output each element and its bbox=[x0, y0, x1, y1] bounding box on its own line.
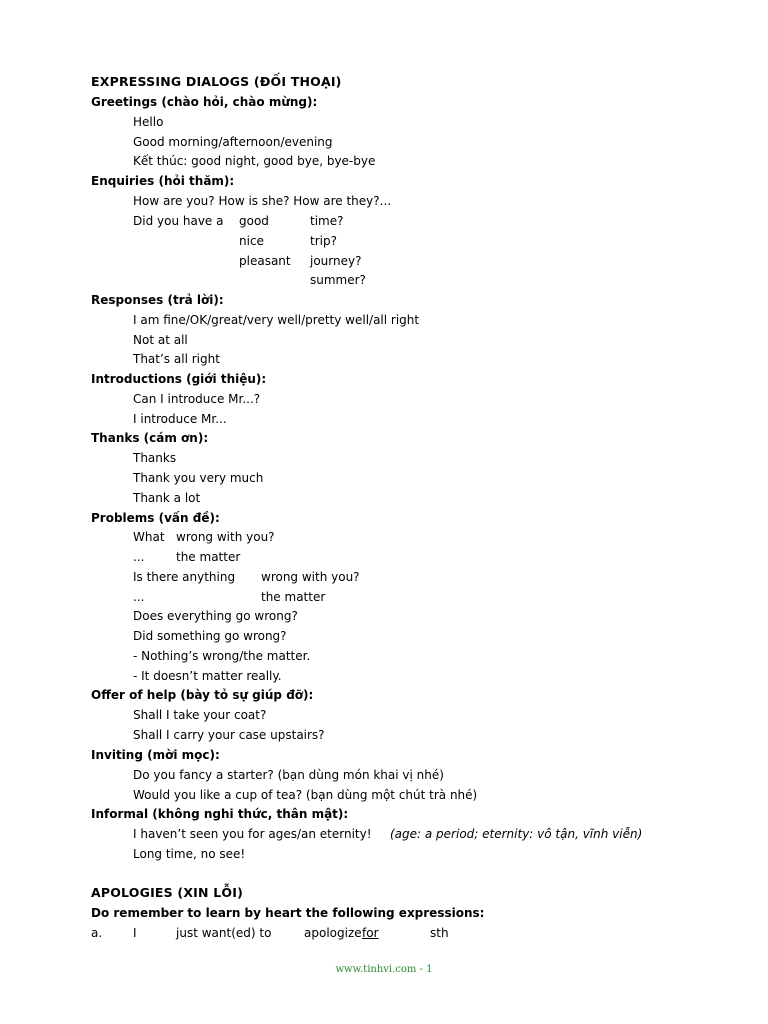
apology-word: apologize bbox=[304, 926, 362, 940]
page-footer: www.tinhvi.com - 1 bbox=[335, 964, 433, 975]
apologies-instruction: Do remember to learn by heart the following expressions: bbox=[91, 906, 485, 920]
section-heading-introductions: Introductions (giới thiệu): bbox=[91, 372, 267, 386]
problem-line: Did something go wrong? bbox=[133, 629, 287, 643]
enquiry-adjective: pleasant bbox=[239, 254, 291, 268]
offer-line: Shall I take your coat? bbox=[133, 708, 267, 722]
introduction-line: Can I introduce Mr...? bbox=[133, 392, 261, 406]
enquiry-noun: trip? bbox=[310, 234, 337, 248]
introduction-line: I introduce Mr... bbox=[133, 412, 227, 426]
response-line: I am fine/OK/great/very well/pretty well/all right bbox=[133, 313, 420, 327]
section-heading-offer: Offer of help (bày tỏ sự giúp đỡ): bbox=[91, 688, 314, 702]
problem-line: - Nothing’s wrong/the matter. bbox=[133, 649, 311, 663]
greeting-line: Hello bbox=[133, 115, 164, 129]
apology-subject: I bbox=[133, 926, 137, 940]
problem-cell: the matter bbox=[176, 550, 241, 564]
greeting-line: Kết thúc: good night, good bye, bye-bye bbox=[133, 154, 376, 168]
apology-label: a. bbox=[91, 926, 103, 940]
apology-verb: just want(ed) to bbox=[176, 926, 272, 940]
inviting-line: Would you like a cup of tea? (bạn dùng một chút trà nhé) bbox=[133, 788, 478, 802]
response-line: Not at all bbox=[133, 333, 188, 347]
section-heading-thanks: Thanks (cám ơn): bbox=[91, 431, 209, 445]
problem-cell: wrong with you? bbox=[261, 570, 360, 584]
problem-cell: Is there anything bbox=[133, 570, 236, 584]
apology-preposition: for bbox=[362, 926, 379, 940]
thanks-line: Thank you very much bbox=[133, 471, 264, 485]
problem-line: Does everything go wrong? bbox=[133, 609, 298, 623]
section-heading-informal: Informal (không nghi thức, thân mật): bbox=[91, 807, 349, 821]
document-title: EXPRESSING DIALOGS (ĐỐI THOẠI) bbox=[91, 74, 342, 89]
greeting-line: Good morning/afternoon/evening bbox=[133, 135, 333, 149]
response-line: That’s all right bbox=[133, 352, 220, 366]
problem-cell: ... bbox=[133, 590, 145, 604]
offer-line: Shall I carry your case upstairs? bbox=[133, 728, 325, 742]
inviting-line: Do you fancy a starter? (bạn dùng món khai vị nhé) bbox=[133, 768, 444, 782]
thanks-line: Thanks bbox=[133, 451, 177, 465]
problem-line: - It doesn’t matter really. bbox=[133, 669, 282, 683]
enquiry-noun: time? bbox=[310, 214, 344, 228]
enquiry-noun: summer? bbox=[310, 273, 366, 287]
enquiry-adjective: nice bbox=[239, 234, 264, 248]
informal-line: Long time, no see! bbox=[133, 847, 246, 861]
section-heading-enquiries: Enquiries (hỏi thăm): bbox=[91, 174, 235, 188]
informal-note: (age: a period; eternity: vô tận, vĩnh viễn) bbox=[390, 827, 643, 841]
section-heading-problems: Problems (vấn đề): bbox=[91, 511, 220, 525]
problem-cell: the matter bbox=[261, 590, 326, 604]
section-heading-inviting: Inviting (mời mọc): bbox=[91, 748, 220, 762]
enquiry-lead: Did you have a bbox=[133, 214, 224, 228]
problem-cell: wrong with you? bbox=[176, 530, 275, 544]
enquiry-adjective: good bbox=[239, 214, 269, 228]
enquiry-line: How are you? How is she? How are they?... bbox=[133, 194, 392, 208]
informal-line: I haven’t seen you for ages/an eternity! bbox=[133, 827, 372, 841]
section-heading-responses: Responses (trả lời): bbox=[91, 293, 224, 307]
problem-cell: ... bbox=[133, 550, 145, 564]
thanks-line: Thank a lot bbox=[133, 491, 201, 505]
problem-cell: What bbox=[133, 530, 165, 544]
section-heading-greetings: Greetings (chào hỏi, chào mừng): bbox=[91, 95, 318, 109]
apologies-title: APOLOGIES (XIN LỖI) bbox=[91, 885, 243, 900]
apology-object: sth bbox=[430, 926, 449, 940]
enquiry-noun: journey? bbox=[310, 254, 362, 268]
